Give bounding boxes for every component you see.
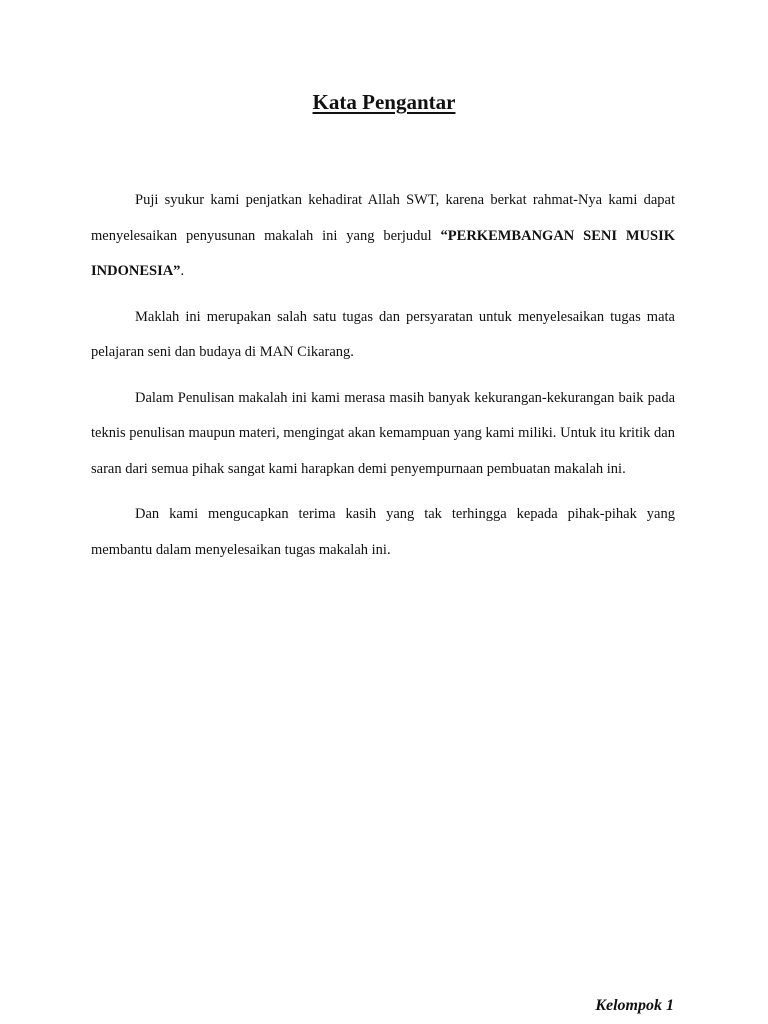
group-signature: Kelompok 1 (595, 997, 674, 1014)
paragraph-thanks: Dan kami mengucapkan terima kasih yang tak terhingga kepada pihak-pihak yang membantu dalam menyelesaikan tugas makalah ini. (91, 506, 675, 558)
paragraph-purpose: Maklah ini merupakan salah satu tugas dan persyaratan untuk menyelesaikan tugas mata pelajaran seni dan budaya di MAN Cikarang. (91, 308, 675, 360)
paragraph-intro (91, 183, 675, 290)
paper-title-bold: “PERKEMBANGAN SENI MUSIK INDONESIA” (91, 227, 675, 279)
paragraph-intro-text: Puji syukur kami penjatkan kehadirat Allah SWT, karena berkat rahmat-Nya kami dapat menyelesaikan penyusunan makalah ini yang berjudul (91, 192, 675, 244)
paragraph-intro-end: . (180, 263, 185, 279)
document-body (91, 183, 675, 578)
page-title: Kata Pengantar (312, 90, 456, 114)
paragraph-shortcomings: Dalam Penulisan makalah ini kami merasa masih banyak kekurangan-kekurangan baik pada teknis penulisan maupun materi, mengingat akan kemampuan yang kami miliki. Untuk itu kritik dan saran dari semua pihak sangat kami harapkan demi penyempurnaan pembuatan makalah ini. (91, 389, 675, 477)
